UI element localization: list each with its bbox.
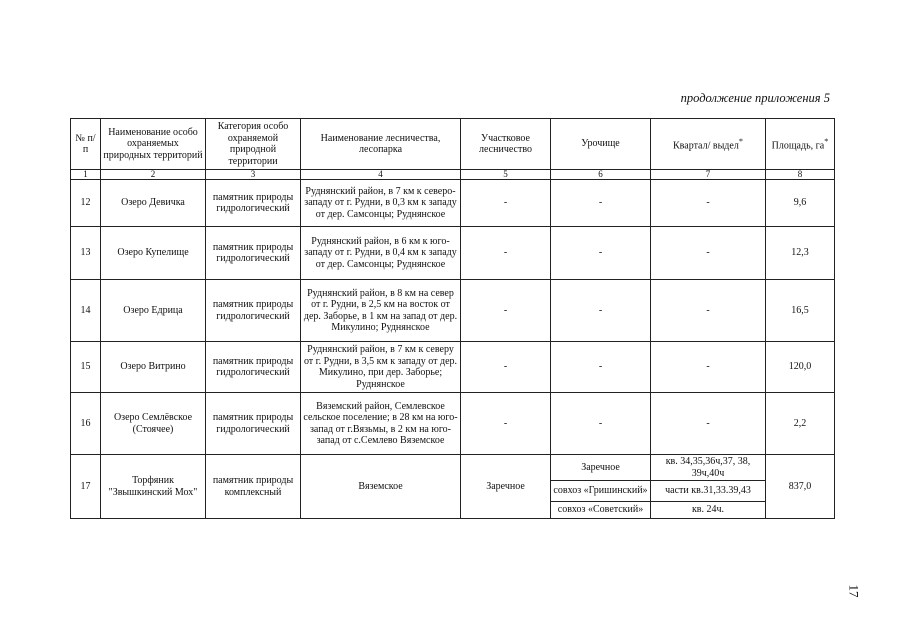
header-text: Площадь, га [771,139,825,151]
header-cell: Наименование особо охраняемых природных территорий [101,119,206,170]
quarter: кв. 24ч. [651,502,766,519]
tract: совхоз «Советский» [551,502,651,519]
area: 2,2 [766,393,835,455]
tract: совхоз «Гришинский» [551,481,651,502]
quarter: - [651,342,766,393]
quarter: - [651,280,766,342]
territory-category: памятник природы гидрологический [206,393,301,455]
territory-name: Озеро Едрица [101,280,206,342]
forestry-name: Руднянский район, в 6 км к юго-западу от г. Рудни, в 0,4 км к западу от дер. Самсонцы; Руднянское [301,227,461,280]
protected-territories-table [70,118,835,519]
footnote-mark: * [824,136,829,146]
appendix-caption: продолжение приложения 5 [680,91,830,105]
quarter: - [651,227,766,280]
page-number: 17 [846,584,862,598]
forestry-name: Вяземское [301,455,461,519]
header-cell: Урочище [551,119,651,170]
territory-category: памятник природы гидрологический [206,227,301,280]
quarter: части кв.31,33.39,43 [651,481,766,502]
column-number: 4 [301,170,461,180]
row-number: 16 [71,393,101,455]
quarter: - [651,393,766,455]
district-forestry: Заречное [461,455,551,519]
header-row [71,119,835,170]
district-forestry: - [461,227,551,280]
territory-name: Озеро Девичка [101,180,206,227]
table-row [71,455,835,481]
district-forestry: - [461,342,551,393]
header-cell [651,119,766,170]
row-number: 15 [71,342,101,393]
territory-category: памятник природы гидрологический [206,180,301,227]
tract: - [551,227,651,280]
district-forestry: - [461,180,551,227]
area: 120,0 [766,342,835,393]
header-cell: Категория особо охраняемой природной территории [206,119,301,170]
forestry-name: Руднянский район, в 8 км на север от г. Рудни, в 2,5 км на восток от дер. Заборье, в 1 км на запад от дер. Микулино; Руднянское [301,280,461,342]
district-forestry: - [461,393,551,455]
header-cell: № п/п [71,119,101,170]
row-number: 13 [71,227,101,280]
row-number: 12 [71,180,101,227]
area: 9,6 [766,180,835,227]
column-number: 1 [71,170,101,180]
column-number: 7 [651,170,766,180]
header-text: Квартал/ выдел [673,139,739,151]
territory-name: Озеро Семлёвское (Стоячее) [101,393,206,455]
tract: Заречное [551,455,651,481]
territory-category: памятник природы гидрологический [206,280,301,342]
territory-category: памятник природы гидрологический [206,342,301,393]
forestry-name: Руднянский район, в 7 км к северо-западу от г. Рудни, в 0,3 км к западу от дер. Самсонцы; Руднянское [301,180,461,227]
table-row [71,280,835,342]
table-row [71,342,835,393]
territory-name: Озеро Витрино [101,342,206,393]
area: 12,3 [766,227,835,280]
area: 16,5 [766,280,835,342]
footnote-mark: * [738,136,743,146]
table-row [71,227,835,280]
header-cell [766,119,835,170]
area: 837,0 [766,455,835,519]
territory-name: Озеро Купелище [101,227,206,280]
tract: - [551,342,651,393]
column-number: 2 [101,170,206,180]
header-cell: Наименование лесничества, лесопарка [301,119,461,170]
table-row [71,180,835,227]
table-row [71,393,835,455]
tract: - [551,393,651,455]
forestry-name: Вяземский район, Семлевское сельское поселение; в 28 км на юго-запад от г.Вязьмы, в 2 км на юго-запад от с.Семлево Вяземское [301,393,461,455]
territory-category: памятник природы комплексный [206,455,301,519]
column-number-row [71,170,835,180]
header-cell: Участковое лесничество [461,119,551,170]
column-number: 5 [461,170,551,180]
quarter: кв. 34,35,36ч,37, 38, 39ч,40ч [651,455,766,481]
row-number: 17 [71,455,101,519]
column-number: 3 [206,170,301,180]
tract: - [551,180,651,227]
forestry-name: Руднянский район, в 7 км к северу от г. Рудни, в 3,5 км к западу от дер. Микулино, при дер. Заборье; Руднянское [301,342,461,393]
territory-name: Торфяник "Звышкинский Мох" [101,455,206,519]
row-number: 14 [71,280,101,342]
quarter: - [651,180,766,227]
column-number: 6 [551,170,651,180]
district-forestry: - [461,280,551,342]
column-number: 8 [766,170,835,180]
tract: - [551,280,651,342]
